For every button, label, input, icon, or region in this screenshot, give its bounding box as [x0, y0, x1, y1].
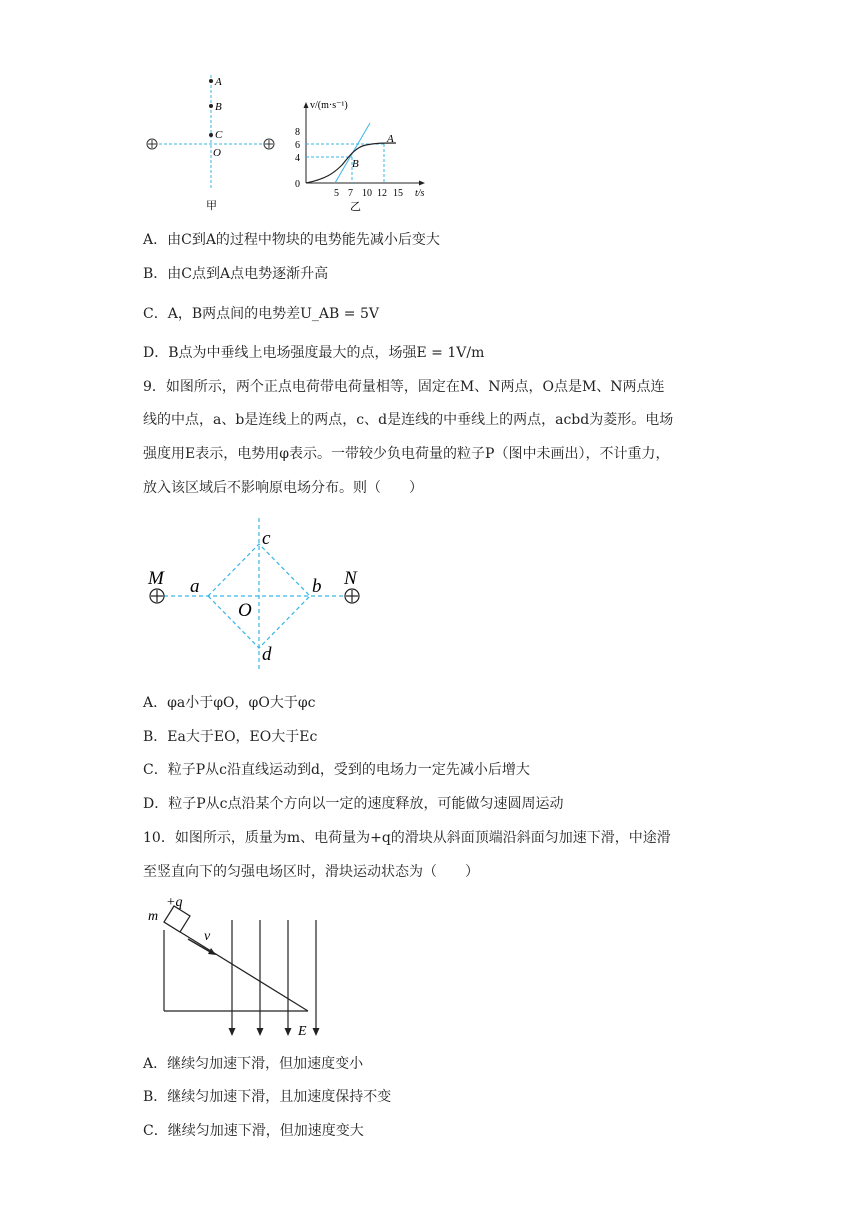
q8-option-a: A．由C到A的过程中物块的电势能先减小后变大: [143, 232, 440, 248]
label-mass-m: m: [148, 909, 159, 924]
x-tick-10: 10: [362, 188, 372, 199]
label-charge-q: +q: [166, 895, 183, 910]
curve-point-b: B: [352, 158, 359, 170]
point-label-c: C: [215, 129, 223, 141]
label-a: a: [190, 576, 200, 597]
figure-label-jia: 甲: [206, 200, 217, 212]
figure-label-yi: 乙: [350, 201, 361, 213]
point-label-o: O: [213, 147, 221, 159]
figure-8-yi-graph: [290, 95, 440, 215]
q10-option-a: A．继续匀加速下滑，但加速度变小: [143, 1056, 364, 1072]
figure-8-jia: [140, 70, 290, 215]
x-tick-12: 12: [377, 188, 387, 199]
q10-option-b: B．继续匀加速下滑，且加速度保持不变: [143, 1089, 392, 1105]
label-d: d: [262, 644, 272, 665]
q8-option-b: B．由C点到A点电势逐渐升高: [143, 266, 329, 282]
q8-option-c: C．A，B两点间的电势差U_AB = 5V: [143, 306, 379, 322]
y-tick-8: 8: [295, 127, 300, 138]
q9-stem-line-4: 放入该区域后不影响原电场分布。则（ ）: [143, 480, 423, 496]
label-m: M: [148, 568, 164, 589]
label-velocity-v: v: [204, 929, 211, 944]
label-o: O: [238, 600, 252, 621]
q10-option-c: C．继续匀加速下滑，但加速度变大: [143, 1123, 364, 1139]
q9-option-d: D．粒子P从c点沿某个方向以一定的速度释放，可能做匀速圆周运动: [143, 796, 564, 812]
q10-stem-line-1: 10．如图所示，质量为m、电荷量为+q的滑块从斜面顶端沿斜面匀加速下滑，中途滑: [143, 830, 671, 846]
y-tick-4: 4: [295, 153, 300, 164]
y-tick-0: 0: [295, 179, 300, 190]
x-axis-label: t/s: [415, 188, 425, 199]
label-b: b: [312, 576, 322, 597]
figure-10-incline: [140, 890, 340, 1040]
q9-option-c: C．粒子P从c沿直线运动到d，受到的电场力一定先减小后增大: [143, 762, 530, 778]
curve-point-a: A: [387, 133, 394, 145]
point-label-b: B: [215, 101, 222, 113]
q9-stem-line-1: 9．如图所示，两个正点电荷带电荷量相等，固定在M、N两点，O点是M、N两点连: [143, 379, 665, 395]
point-label-a: A: [215, 76, 222, 88]
figure-9-rhombus: [140, 512, 380, 677]
x-tick-15: 15: [393, 188, 403, 199]
x-tick-5: 5: [334, 188, 339, 199]
q9-stem-line-2: 线的中点，a、b是连线上的两点，c、d是连线的中垂线上的两点，acbd为菱形。电场: [143, 412, 674, 428]
q9-option-a: A．φa小于φO，φO大于φc: [143, 695, 316, 711]
q9-option-b: B．Ea大于EO，EO大于Ec: [143, 729, 318, 745]
label-n: N: [344, 568, 357, 589]
label-c: c: [262, 528, 271, 549]
x-tick-7: 7: [348, 188, 353, 199]
q10-stem-line-2: 至竖直向下的匀强电场区时，滑块运动状态为（ ）: [143, 864, 479, 880]
label-field-e: E: [298, 1024, 307, 1039]
q9-stem-line-3: 强度用E表示，电势用φ表示。一带较少负电荷量的粒子P（图中未画出），不计重力，: [143, 446, 670, 462]
y-tick-6: 6: [295, 140, 300, 151]
q8-option-d: D．B点为中垂线上电场强度最大的点，场强E = 1V/m: [143, 345, 485, 361]
y-axis-label: v/(m·s⁻¹): [310, 100, 348, 111]
